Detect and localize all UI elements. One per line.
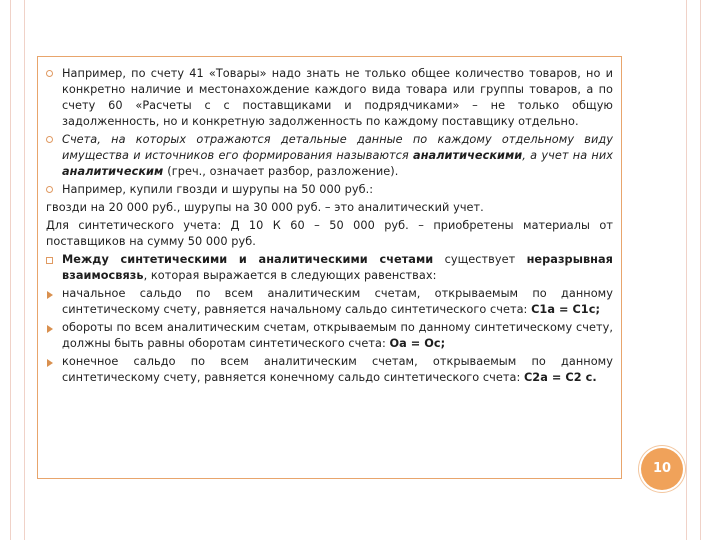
paragraph-text-run: Например, купили гвозди и шурупы на 50 000 руб.: (62, 183, 374, 196)
paragraph-text-run: С1а = С1с; (531, 303, 601, 316)
paragraph-text-run: (греч., означает разбор, разложение). (167, 165, 399, 178)
paragraph-text-run: обороты по всем аналитическим счетам, открываемым по данному синтетическому счету, должны быть равны оборотам синтетического счета: (62, 321, 613, 350)
text-paragraph (46, 354, 613, 386)
circle-bullet-icon (46, 70, 53, 77)
paragraph-text-run: Счета, на которых отражаются детальные данные по каждому отдельному виду имущества и источников его формирования называются (62, 133, 613, 162)
paragraph-text-run: гвозди на 20 000 руб., шурупы на 30 000 руб. – это аналитический учет. (46, 201, 484, 214)
text-paragraph (46, 66, 613, 130)
text-paragraph (46, 286, 613, 318)
paragraph-text-run: существует (433, 253, 527, 266)
paragraph-text-run: Например, по счету 41 «Товары» надо знать не только общее количество товаров, но и конкретно наличие и местонахождение каждого вида товара или группы товаров, а по счету 60 «Расчеты с с поставщиками и подрядчиками» – не только общую задолженность, но и конкретную задолженность по каждому поставщику отдельно. (62, 67, 613, 128)
text-paragraph (46, 252, 613, 284)
text-paragraph (46, 132, 613, 180)
left-decorative-frame (10, 0, 25, 540)
paragraph-text-run: аналитическими (413, 149, 523, 162)
text-paragraph (46, 200, 613, 216)
paragraph-text-run: конечное сальдо по всем аналитическим счетам, открываемым по данному синтетическому счету, равняется конечному сальдо синтетического счета: (62, 355, 613, 384)
arrow-bullet-icon (47, 359, 53, 367)
square-bullet-icon (46, 257, 53, 264)
paragraph-text-run: Для синтетического учета: Д 10 К 60 – 50 000 руб. – приобретены материалы от поставщиков на сумму 50 000 руб. (46, 219, 613, 248)
paragraph-text-run: аналитическим (62, 165, 168, 178)
paragraph-text-run: , которая выражается в следующих равенствах: (143, 269, 437, 282)
slide-content-box (37, 56, 622, 479)
circle-bullet-icon (46, 186, 53, 193)
paragraph-text-run: Между синтетическими и аналитическими счетами (62, 253, 434, 266)
paragraph-text-run: С2а = С2 с. (523, 371, 597, 384)
arrow-bullet-icon (47, 291, 53, 299)
paragraph-text-run: , а учет на них (522, 149, 613, 162)
text-paragraph (46, 320, 613, 352)
arrow-bullet-icon (47, 325, 53, 333)
circle-bullet-icon (46, 136, 53, 143)
text-paragraph (46, 218, 613, 250)
page-number-badge: 10 (641, 448, 683, 490)
paragraph-text-run: Оа = Ос; (389, 337, 446, 350)
right-decorative-frame (686, 0, 701, 540)
paragraph-text-run: неразрывная взаимосвязь (62, 253, 613, 282)
text-paragraph (46, 182, 613, 198)
paragraph-text-run: начальное сальдо по всем аналитическим счетам, открываемым по данному синтетическому счету, равняется начальному сальдо синтетического счета: (62, 287, 613, 316)
